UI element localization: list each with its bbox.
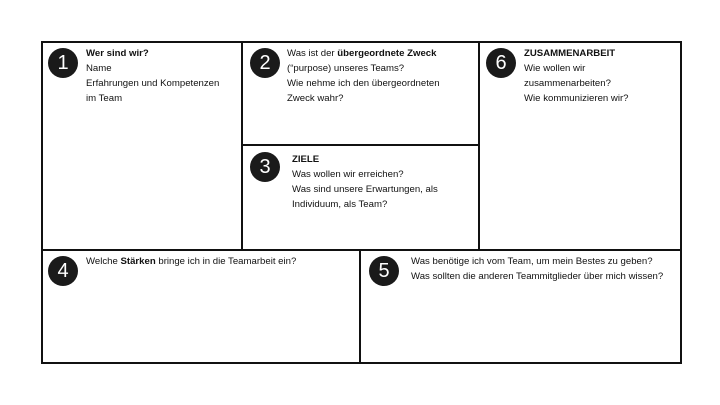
cell-2-q1-bold: übergeordnete Zweck bbox=[337, 48, 437, 59]
divider-h-main bbox=[41, 249, 682, 251]
cell-3-line-2: Was sind unsere Erwartungen, als bbox=[292, 184, 438, 195]
cell-6-line-2: zusammenarbeiten? bbox=[524, 78, 611, 89]
cell-2-q1-prefix: Was ist der bbox=[287, 48, 338, 59]
cell-1-line-1: Name bbox=[86, 63, 112, 74]
number-badge-3: 3 bbox=[250, 152, 280, 182]
cell-goals bbox=[292, 152, 438, 212]
number-badge-6: 6 bbox=[486, 48, 516, 78]
cell-5-line-1: Was benötige ich vom Team, um mein Bestes zu geben? bbox=[411, 256, 653, 267]
cell-1-title: Wer sind wir? bbox=[86, 48, 149, 59]
cell-3-line-3: Individuum, als Team? bbox=[292, 199, 388, 210]
cell-who-are-we bbox=[86, 46, 219, 106]
cell-2-line-1: (“purpose) unseres Teams? bbox=[287, 63, 405, 74]
cell-needs bbox=[411, 254, 663, 284]
number-badge-5: 5 bbox=[369, 256, 399, 286]
cell-4-prefix: Welche bbox=[86, 256, 121, 267]
number-badge-4: 4 bbox=[48, 256, 78, 286]
cell-4-suffix: bringe ich in die Teamarbeit ein? bbox=[155, 256, 297, 267]
cell-1-line-2: Erfahrungen und Kompetenzen bbox=[86, 78, 220, 89]
cell-collaboration bbox=[524, 46, 629, 106]
cell-2-question-1 bbox=[287, 46, 440, 61]
cell-3-line-1: Was wollen wir erreichen? bbox=[292, 169, 404, 180]
number-badge-2: 2 bbox=[250, 48, 280, 78]
cell-6-line-1: Wie wollen wir bbox=[524, 63, 586, 74]
cell-2-line-3: Zweck wahr? bbox=[287, 93, 344, 104]
cell-5-line-2: Was sollten die anderen Teammitglieder über mich wissen? bbox=[411, 271, 664, 282]
cell-6-title: ZUSAMMENARBEIT bbox=[524, 48, 616, 59]
number-badge-1: 1 bbox=[48, 48, 78, 78]
divider-v-bottom bbox=[359, 250, 361, 364]
cell-6-line-3: Wie kommunizieren wir? bbox=[524, 93, 629, 104]
cell-strengths bbox=[86, 254, 296, 269]
cell-4-question bbox=[86, 254, 296, 269]
divider-h-middle bbox=[242, 144, 479, 146]
cell-4-bold: Stärken bbox=[120, 256, 156, 267]
cell-1-line-3: im Team bbox=[86, 93, 123, 104]
cell-3-title: ZIELE bbox=[292, 154, 320, 165]
cell-2-line-2: Wie nehme ich den übergeordneten bbox=[287, 78, 440, 89]
cell-purpose bbox=[287, 46, 440, 106]
